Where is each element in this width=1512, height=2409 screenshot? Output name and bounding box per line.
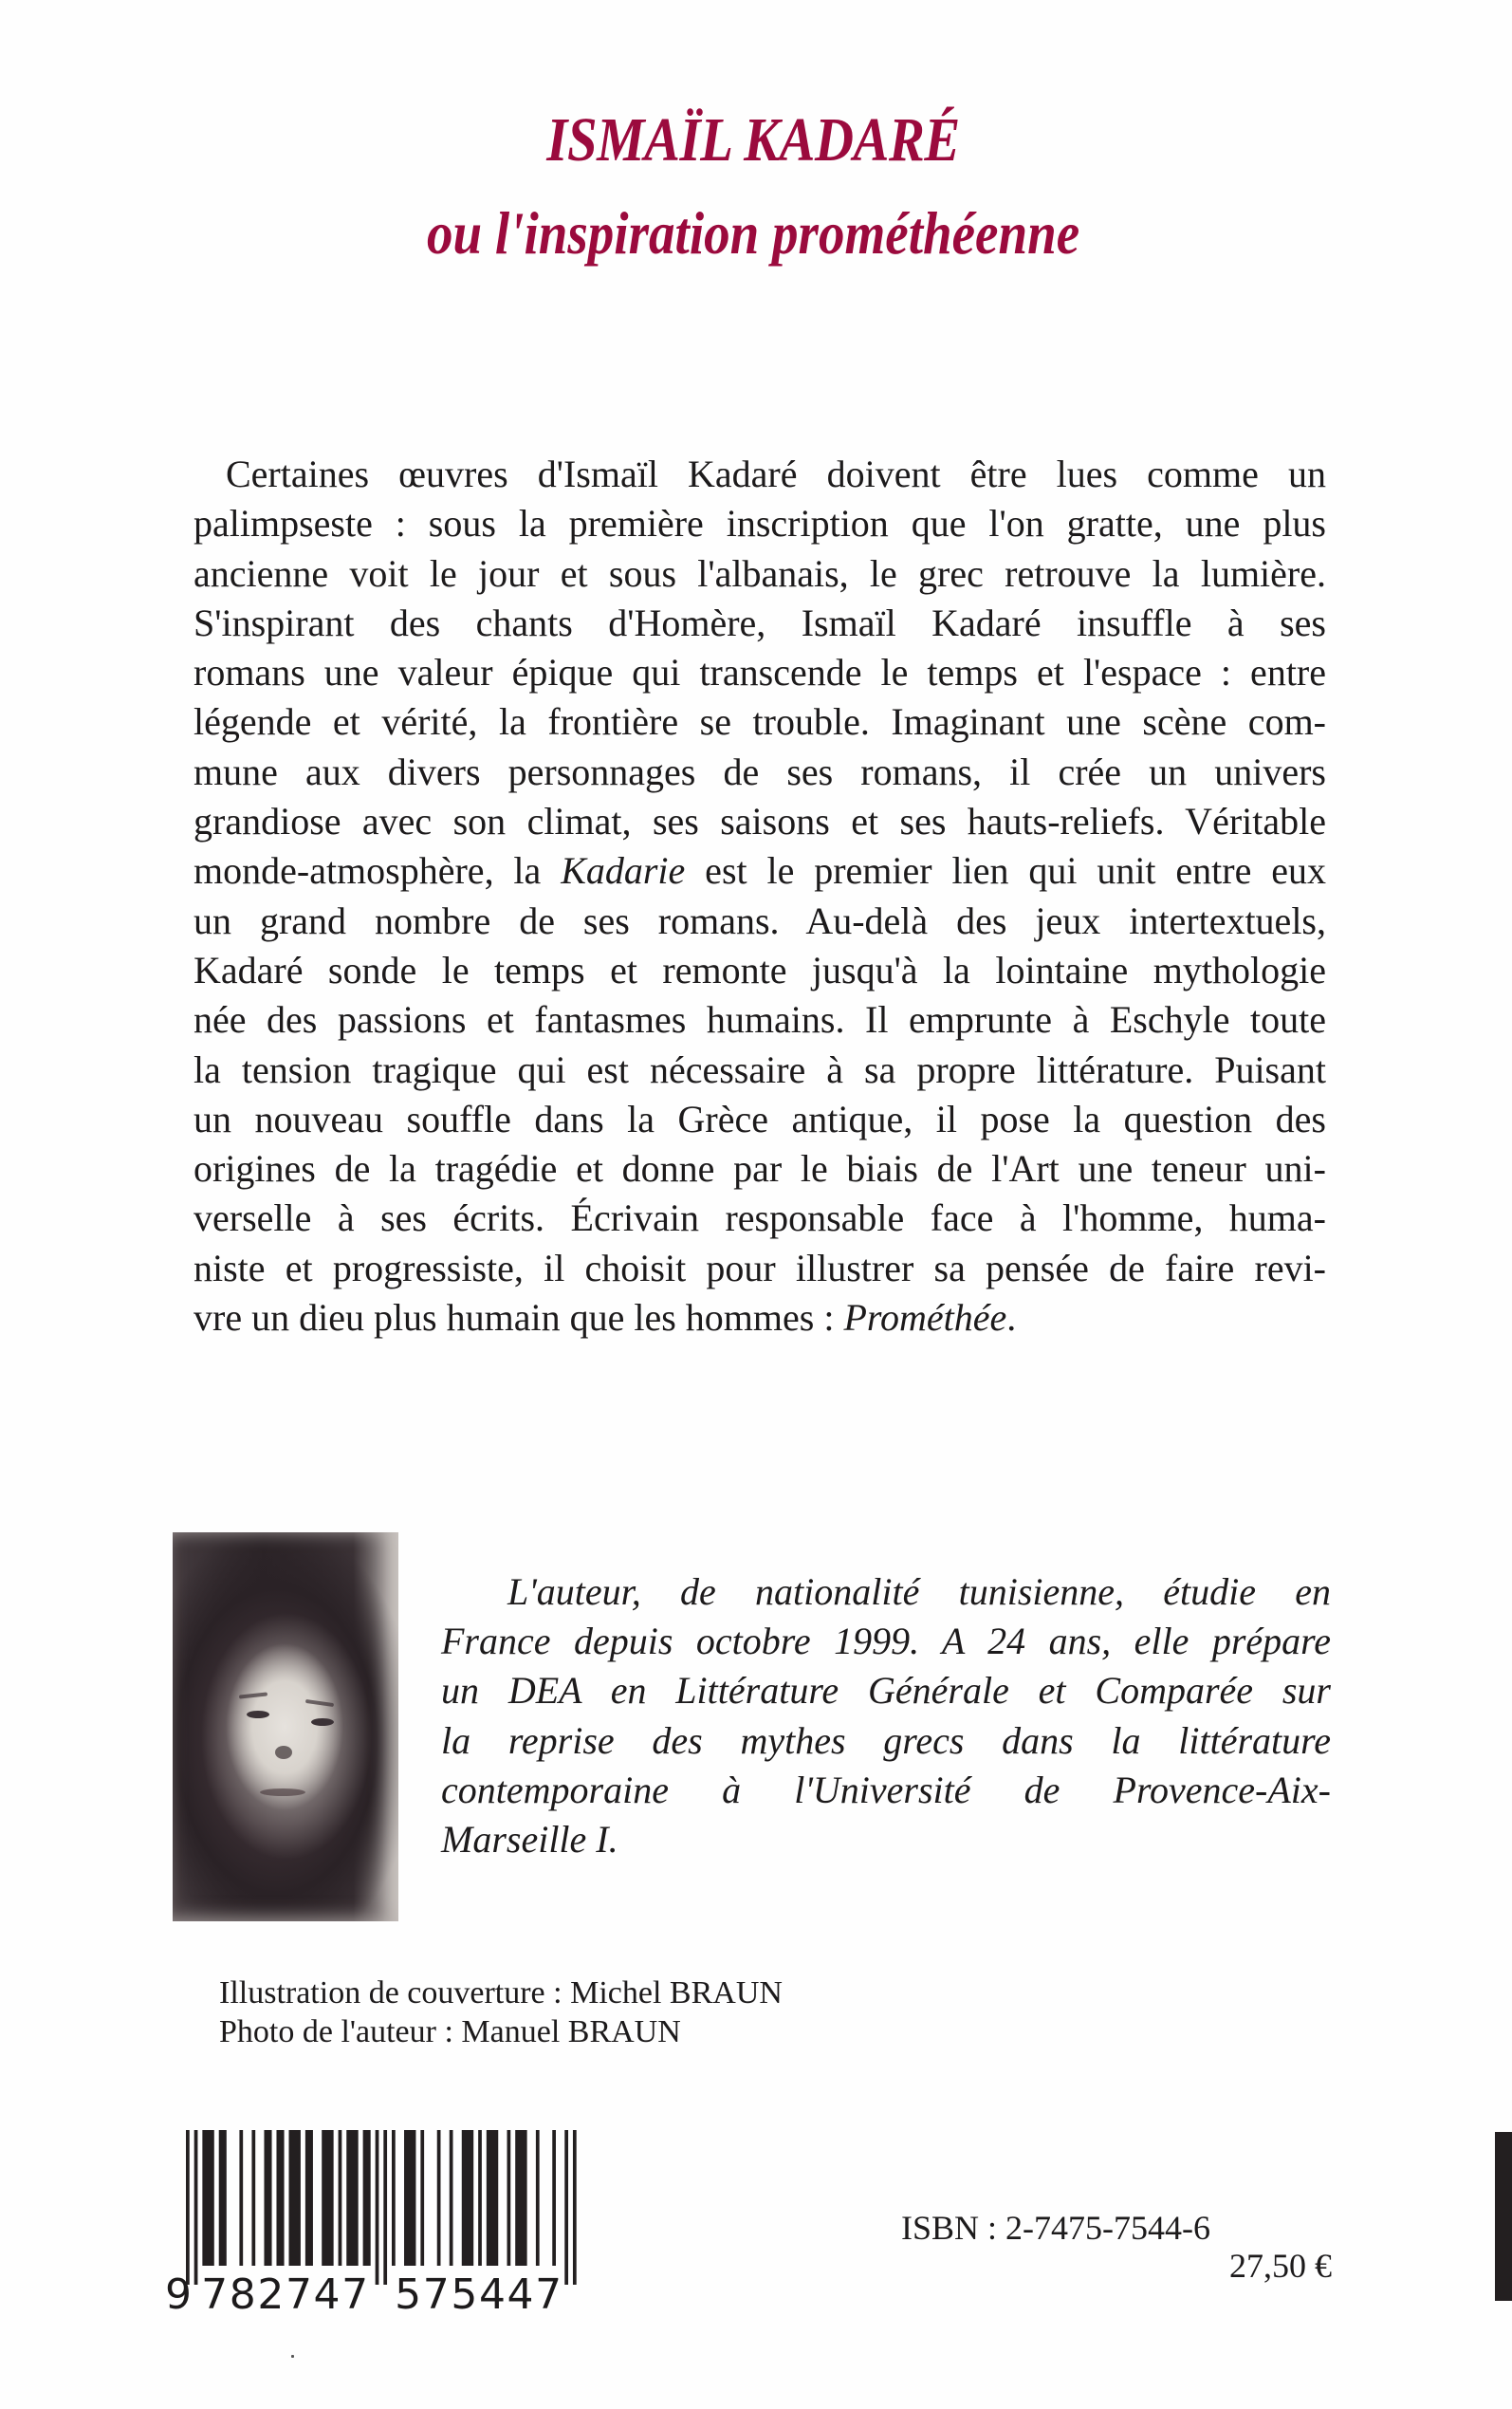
summary-line [194,1095,1326,1144]
barcode-bar [383,2130,387,2285]
summary-emphasis: Prométhée [843,1296,1007,1340]
photo-detail [275,1746,292,1759]
summary-line [194,748,1326,797]
barcode-bar [376,2130,379,2285]
barcode-bar [186,2130,190,2285]
photo-credit: Photo de l'auteur : Manuel BRAUN [219,2014,681,2049]
summary-line [194,549,1326,599]
summary-text: grandiose avec son climat, ses saisons et ses hauts-reliefs. Véritable [194,800,1326,843]
barcode-bar [420,2130,424,2266]
summary-line [194,599,1326,648]
summary-text: origines de la tragédie et donne par le biais de l'Art une teneur uni- [194,1147,1326,1191]
barcode-bar [239,2130,243,2266]
credits [219,1974,783,2051]
barcode-digits: 782747 [201,2270,369,2315]
summary-line [194,697,1326,747]
barcode-bar [194,2130,198,2285]
barcode-bar [507,2130,511,2266]
summary-text: S'inspirant des chants d'Homère, Ismaïl Kadaré insuffle à ses [194,601,1326,644]
summary-text: est le premier lien qui unit entre eux [685,849,1326,893]
barcode-bar [437,2130,441,2266]
summary-text: palimpseste : sous la première inscription que l'on gratte, une plus [194,502,1326,546]
summary-line [194,897,1326,946]
isbn-number: ISBN : 2-7475-7544-6 [901,2209,1210,2247]
summary-text: un nouveau souffle dans la Grèce antique, il pose la question des [194,1097,1326,1140]
barcode-bar [322,2130,333,2266]
barcode-bar [202,2130,213,2266]
barcode-bar [573,2130,577,2285]
barcode-bar [289,2130,301,2266]
author-photo [173,1532,398,1921]
bio-line: la reprise des mythes grecs dans la littérature [441,1718,1331,1762]
barcode [161,2125,598,2315]
summary-text: vre un dieu plus humain que les hommes : [194,1296,844,1340]
summary-line [194,1046,1326,1095]
barcode-bar [346,2130,358,2266]
barcode-bar [264,2130,271,2266]
summary-text: . [1006,1296,1017,1340]
barcode-bar [462,2130,473,2266]
photo-detail [260,1788,305,1796]
barcode-bar [305,2130,313,2266]
price: 27,50 € [1229,2247,1332,2285]
barcode-bar [450,2130,453,2266]
photo-detail [239,1692,267,1698]
summary-line [194,1144,1326,1194]
summary-text: née des passions et fantasmes humains. Il emprunte à Eschyle toute [194,998,1326,1042]
photo-detail [311,1718,334,1726]
barcode-digits: 9 [165,2270,192,2315]
summary-line [194,946,1326,995]
registration-mark [1495,2132,1512,2301]
barcode-bar [536,2130,540,2266]
summary-line [194,450,1326,499]
summary-text: verselle à ses écrits. Écrivain responsable face à l'homme, huma- [194,1196,1326,1240]
summary-text: Certaines œuvres d'Ismaïl Kadaré doivent être lues comme un [226,453,1326,495]
summary-line [194,499,1326,548]
summary-line [194,797,1326,846]
bio-line: L'auteur, de nationalité tunisienne, étudie en [507,1570,1331,1613]
summary-paragraph [194,450,1326,1343]
print-speck [291,2355,294,2358]
photo-detail [305,1699,334,1707]
summary-text: la tension tragique qui est nécessaire à sa propre littérature. Puisant [194,1047,1326,1091]
barcode-bar [251,2130,255,2266]
summary-line [194,995,1326,1045]
summary-text: un grand nombre de ses romans. Au-delà des jeux intertextuels, [194,899,1326,942]
barcode-bar [363,2130,371,2266]
bio-line: contemporaine à l'Université de Provence-Aix- [441,1768,1331,1811]
barcode-bar [219,2130,227,2266]
summary-text: Kadaré sonde le temps et remonte jusqu'à la lointaine mythologie [194,948,1326,991]
book-subtitle: ou l'inspiration prométhéenne [426,199,1080,267]
summary-text: mune aux divers personnages de ses romans, il crée un univers [194,750,1326,793]
barcode-digits: 575447 [395,2270,562,2315]
summary-emphasis: Kadarie [561,849,686,893]
bio-line: Marseille I. [441,1817,618,1861]
summary-text: romans une valeur épique qui transcende le temps et l'espace : entre [194,651,1326,695]
author-bio [441,1567,1331,1864]
bio-line: France depuis octobre 1999. A 24 ans, elle prépare [441,1620,1331,1663]
summary-text: niste et progressiste, il choisit pour illustrer sa pensée de faire revi- [194,1246,1326,1289]
barcode-bar [339,2130,342,2266]
summary-line [194,1293,1326,1343]
book-title: ISMAÏL KADARÉ [546,105,960,175]
photo-detail [247,1711,269,1718]
summary-line [194,648,1326,697]
summary-line [194,1244,1326,1293]
barcode-bar [276,2130,284,2266]
bio-line: un DEA en Littérature Générale et Comparée sur [441,1669,1331,1713]
summary-text: légende et vérité, la frontière se trouble. Imaginant une scène com- [194,700,1326,744]
barcode-bar [487,2130,498,2266]
barcode-bar [552,2130,556,2266]
illustration-credit: Illustration de couverture : Michel BRAUN [219,1975,783,2011]
barcode-bar [478,2130,482,2266]
barcode-bar [392,2130,396,2266]
summary-line [194,1194,1326,1243]
barcode-bar [404,2130,415,2266]
barcode-bar [564,2130,568,2285]
barcode-bar [515,2130,526,2266]
summary-line [194,846,1326,896]
summary-text: monde-atmosphère, la [194,849,562,893]
summary-text: ancienne voit le jour et sous l'albanais, le grec retrouve la lumière. [194,551,1326,595]
